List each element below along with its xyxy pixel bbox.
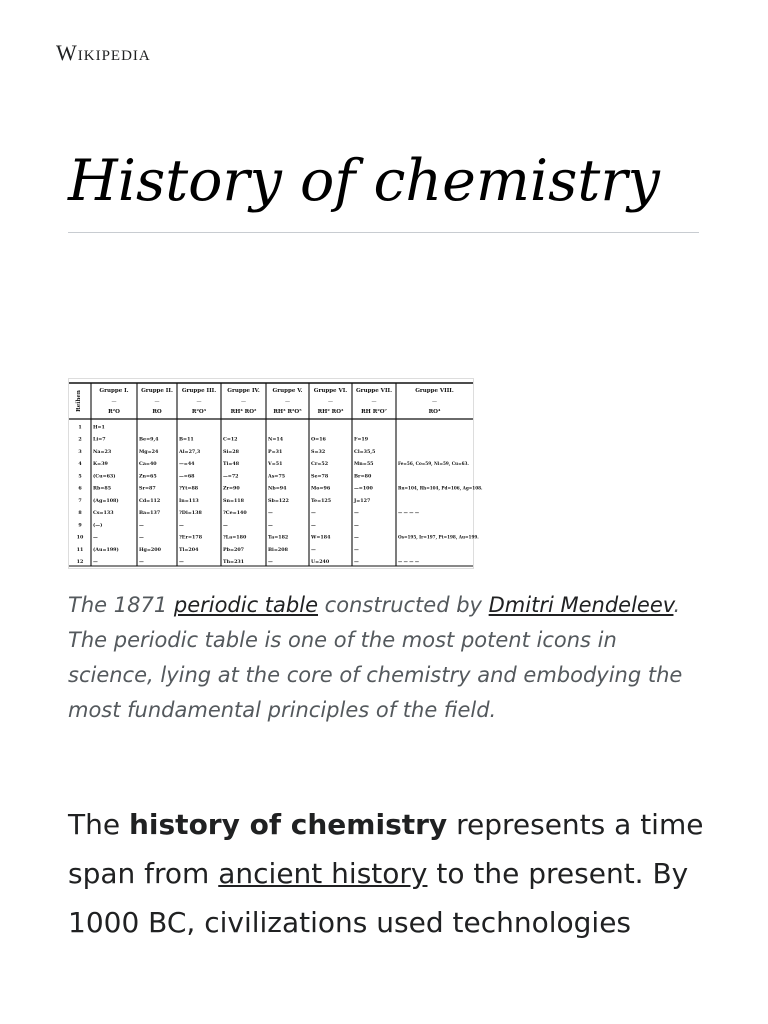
table-cell: Ti=48 <box>223 461 240 467</box>
table-cell: (—) <box>93 522 103 529</box>
table-cell: (Cu=63) <box>93 473 116 480</box>
table-cell: Cd=112 <box>139 497 161 504</box>
table-cell: Zn=65 <box>139 473 157 480</box>
table-cell: — <box>223 522 228 529</box>
table-cell: ?Di=138 <box>179 510 202 516</box>
table-cell: — <box>268 559 273 565</box>
table-cell: — <box>354 559 359 565</box>
periodic-table-image[interactable] <box>68 378 483 569</box>
table-header-dash: — <box>241 399 246 405</box>
table-header-dash: — <box>111 399 117 405</box>
table-header-dash: — <box>432 399 437 405</box>
table-cell: Pb=207 <box>223 546 244 553</box>
table-cell: Cl=35,5 <box>354 448 376 455</box>
table-cell: —=100 <box>354 485 373 492</box>
table-header-cell: Gruppe VII. <box>355 388 393 394</box>
periodic-table-link[interactable]: periodic table <box>173 593 318 617</box>
table-cell: 9 <box>78 522 82 529</box>
table-cell: — <box>139 534 144 541</box>
table-cell: 3 <box>78 448 82 455</box>
table-cell: U=240 <box>311 559 330 565</box>
table-cell: Cs=133 <box>93 510 114 516</box>
table-cell: 5 <box>78 473 82 480</box>
table-cell: J=127 <box>354 497 371 504</box>
table-cell: 4 <box>78 461 82 467</box>
wikipedia-wordmark[interactable]: Wikipedia <box>56 40 151 65</box>
table-cell: — <box>311 510 316 516</box>
table-cell: — <box>354 546 359 553</box>
lead-paragraph <box>68 800 708 947</box>
table-header-dash: — <box>285 399 290 405</box>
table-formula-cell: RO⁴ <box>428 409 441 415</box>
caption-text-1: The 1871 <box>68 593 174 617</box>
table-cell: —=72 <box>223 473 239 480</box>
table-cell: — — — — <box>398 510 420 515</box>
table-cell: — — — — <box>398 559 420 564</box>
lead-bold-term: history of chemistry <box>128 808 448 841</box>
table-formula-cell: RH R²O⁷ <box>361 409 387 415</box>
table-cell: ?La=180 <box>223 534 247 541</box>
table-cell: ?Yt=88 <box>179 485 199 492</box>
lead-text-3: to the present. By 1000 BC, civilizations used technologies <box>68 857 689 939</box>
table-formula-cell: R²O³ <box>191 409 207 415</box>
table-cell: O=16 <box>311 436 326 443</box>
table-cell: — <box>139 559 144 565</box>
table-cell: Sr=87 <box>139 485 156 492</box>
table-cell: 12 <box>76 559 84 565</box>
table-cell: — <box>268 510 273 516</box>
table-cell: (Au=199) <box>93 546 119 553</box>
table-header-cell: Gruppe V. <box>272 388 303 394</box>
table-cell: —=68 <box>179 473 195 480</box>
table-cell: 6 <box>78 485 82 492</box>
table-cell: 10 <box>76 534 84 541</box>
table-cell: Fe=56, Co=59, Ni=59, Cu=63. <box>398 461 469 466</box>
table-cell: Ba=137 <box>139 510 161 516</box>
table-cell: Al=27,3 <box>179 448 201 455</box>
table-cell: 1 <box>78 424 82 431</box>
table-cell: K=39 <box>93 461 108 467</box>
table-cell: Ru=104, Rh=104, Pd=106, Ag=108. <box>398 485 483 491</box>
table-cell: W=184 <box>311 534 331 541</box>
table-header-cell: Gruppe VI. <box>313 388 348 394</box>
table-header-cell: Gruppe II. <box>141 388 173 394</box>
table-cell: Se=78 <box>311 473 329 480</box>
table-cell: Nb=94 <box>268 485 287 492</box>
table-cell: — <box>179 522 184 529</box>
table-cell: Tl=204 <box>179 546 199 553</box>
periodic-table-drawing <box>69 379 483 568</box>
table-cell: Mg=24 <box>139 448 159 455</box>
table-header-dash: — <box>154 399 160 405</box>
table-cell: C=12 <box>223 436 238 443</box>
table-cell: Os=195, Ir=197, Pt=198, Au=199. <box>398 534 479 540</box>
table-cell: Mn=55 <box>354 461 374 467</box>
table-cell: Te=125 <box>311 497 332 504</box>
table-cell: Th=231 <box>223 559 245 565</box>
table-cell: Ca=40 <box>139 461 157 467</box>
figure-caption <box>68 588 708 728</box>
table-header-cell: Gruppe I. <box>99 388 129 394</box>
table-cell: Ta=182 <box>268 534 289 541</box>
title-divider <box>68 232 699 233</box>
table-cell: 11 <box>76 546 84 553</box>
table-formula-cell: RH² RO³ <box>317 409 344 415</box>
table-cell: Na=23 <box>93 448 112 455</box>
table-cell: Bi=208 <box>268 546 288 553</box>
table-cell: N=14 <box>268 436 284 443</box>
table-cell: Be=9,4 <box>139 436 159 443</box>
table-cell: — <box>354 522 359 529</box>
table-cell: — <box>93 534 98 541</box>
table-cell: Li=7 <box>93 436 106 443</box>
table-formula-cell: R²O <box>108 409 120 415</box>
table-cell: 2 <box>78 436 82 443</box>
table-header-dash: — <box>328 399 333 405</box>
table-cell: 7 <box>78 497 82 504</box>
table-formula-cell: RO <box>152 409 162 415</box>
table-cell: —=44 <box>179 461 195 467</box>
page-title: History of chemistry <box>68 148 660 214</box>
table-header-cell: Gruppe III. <box>181 388 217 394</box>
table-cell: — <box>179 559 184 565</box>
table-header-dash: — <box>196 399 202 405</box>
table-cell: Cr=52 <box>311 461 329 467</box>
table-cell: S=32 <box>311 448 326 455</box>
table-header-cell: Gruppe VIII. <box>415 388 454 394</box>
table-cell: 8 <box>78 510 82 516</box>
table-formula-cell: RH³ R²O⁵ <box>273 409 302 415</box>
ancient-history-link[interactable]: ancient history <box>218 857 428 890</box>
table-cell: Rb=85 <box>93 485 112 492</box>
table-cell: — <box>311 522 316 529</box>
table-cell: — <box>93 559 98 565</box>
lead-text-1: The <box>68 808 129 841</box>
table-cell: Si=28 <box>223 448 239 455</box>
table-cell: B=11 <box>179 436 194 443</box>
table-cell: Br=80 <box>354 473 372 480</box>
table-cell: P=31 <box>268 448 283 455</box>
table-cell: Hg=200 <box>139 546 161 553</box>
table-cell: — <box>354 510 359 516</box>
table-cell: Zr=90 <box>223 485 240 492</box>
table-cell: Mo=96 <box>311 485 331 492</box>
table-cell: As=75 <box>268 473 286 480</box>
caption-text-3: . The periodic table is one of the most potent icons in science, lying at the core of chemistry and embodying the most fundamental principles of the field. <box>68 593 683 722</box>
table-formula-cell: RH⁴ RO² <box>230 409 257 415</box>
table-cell: F=19 <box>354 436 369 443</box>
table-cell: In=113 <box>179 497 199 504</box>
table-cell: Sb=122 <box>268 497 289 504</box>
table-cell: H=1 <box>93 424 105 431</box>
table-cell: (Ag=108) <box>93 497 119 504</box>
table-cell: — <box>139 522 144 529</box>
table-header-cell: Gruppe IV. <box>227 388 260 394</box>
table-cell: Sn=118 <box>223 497 244 504</box>
table-cell: — <box>354 534 359 541</box>
mendeleev-link[interactable]: Dmitri Mendeleev <box>488 593 674 617</box>
caption-text-2: constructed by <box>318 593 489 617</box>
lead-text-2: represents a time span from <box>68 808 704 890</box>
table-cell: V=51 <box>268 461 283 467</box>
table-cell: ?Er=178 <box>179 534 203 541</box>
table-header-cell: Reihen <box>76 390 82 412</box>
table-cell: — <box>268 522 273 529</box>
table-cell: ?Ce=140 <box>223 510 247 516</box>
table-cell: — <box>311 546 316 553</box>
table-header-dash: — <box>371 399 377 405</box>
